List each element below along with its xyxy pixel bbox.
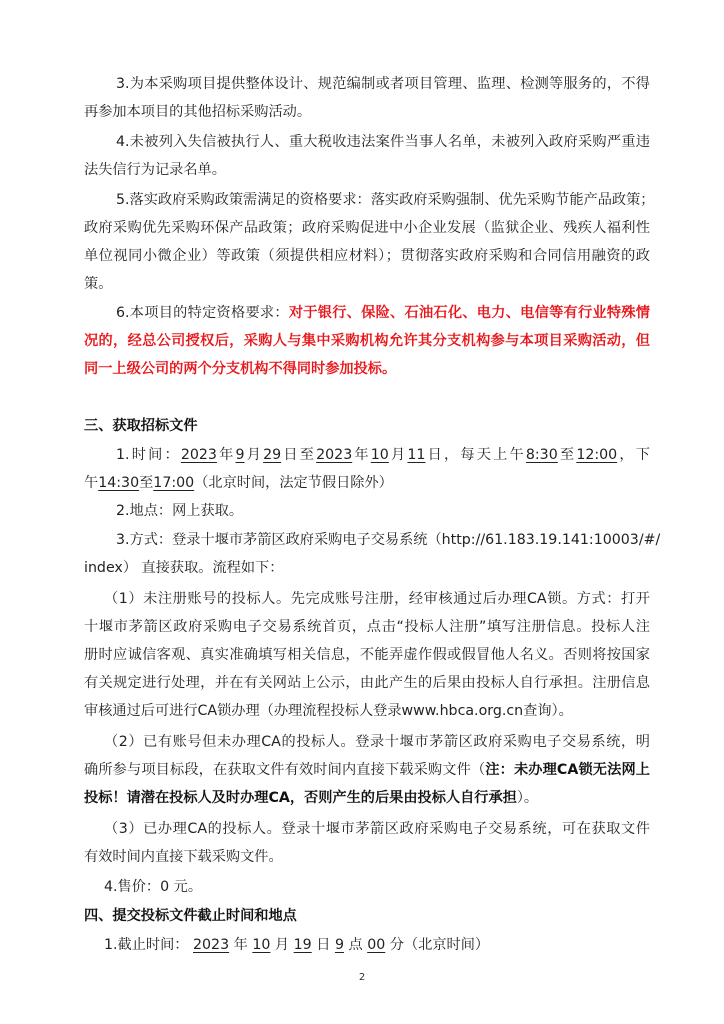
para-5-line1: 5.落实政府采购政策需满足的资格要求：落实政府采购强制、优先采购节能产品政策； xyxy=(116,192,655,208)
section-3-heading: 三、获取招标文件 xyxy=(84,418,198,434)
pm-end: 17:00 xyxy=(153,475,195,491)
month-end: 10 xyxy=(370,447,389,463)
month-start: 9 xyxy=(235,447,245,463)
step-1-line3: 册时应诚信客观、真实准确填写相关信息，不能弄虚作假或假冒他人名义。否则将按国家 xyxy=(84,647,650,663)
step-2-line1: （2）已有账号但未办理CA的投标人。登录十堰市茅箭区政府采购电子交易系统，明 xyxy=(104,734,650,750)
para-4-line1: 4.未被列入失信被执行人、重大税收违法案件当事人名单，未被列入政府采购严重违 xyxy=(116,134,650,150)
acquire-time-line2: 午14:30至17:00（北京时间，法定节假日除外） xyxy=(84,475,393,491)
year-end: 2023 xyxy=(316,447,353,463)
acquire-time-line1: 1.时间：2023年9月29日至2023年10月11日，每天上午8:30至12:00，下 xyxy=(116,447,650,463)
step-1-line4: 有关规定进行处理，并在有关网站上公示，由此产生的后果由投标人自行承担。注册信息 xyxy=(84,675,650,691)
acquire-price: 4.售价：0 元。 xyxy=(104,879,203,895)
para-6-line3: 同一上级公司的两个分支机构不得同时参加投标。 xyxy=(84,361,397,377)
year-start: 2023 xyxy=(180,447,217,463)
step-3-line2: 有效时间内直接下载采购文件。 xyxy=(84,849,283,865)
acquire-place: 2.地点：网上获取。 xyxy=(116,503,244,519)
acquire-method-line1: 3.方式：登录十堰市茅箭区政府采购电子交易系统（http://61.183.19.141:10003/#/ xyxy=(116,532,661,548)
para-6-line2: 况的，经总公司授权后，采购人与集中采购机构允许其分支机构参与本项目采购活动，但 xyxy=(84,333,650,349)
step-3-line1: （3）已办理CA的投标人。登录十堰市茅箭区政府采购电子交易系统，可在获取文件 xyxy=(104,821,650,837)
deadline-year: 2023 xyxy=(193,937,230,953)
ca-warning-part1: 注：未办理CA锁无法网上 xyxy=(485,762,650,778)
deadline-month: 10 xyxy=(252,937,271,953)
deadline-line: 1.截止时间： 2023 年 10 月 19 日 9 点 00 分（北京时间） xyxy=(104,937,490,953)
para-4-line2: 法失信行为记录名单。 xyxy=(84,162,226,178)
para-5-line3: 单位视同小微企业）等政策（须提供相应材料）；贯彻落实政府采购和合同信用融资的政 xyxy=(84,248,650,264)
am-end: 12:00 xyxy=(576,447,618,463)
step-2-line3: 投标！请潜在投标人及时办理CA，否则产生的后果由投标人自行承担）。 xyxy=(84,790,539,806)
deadline-hour: 9 xyxy=(334,937,344,953)
step-2-line2: 确所参与项目标段，在获取文件有效时间内直接下载采购文件（注：未办理CA锁无法网上 xyxy=(84,762,650,778)
step-1-line1: （1）未注册账号的投标人。先完成账号注册，经审核通过后办理CA锁。方式：打开 xyxy=(104,591,650,607)
para-5-line4: 策。 xyxy=(84,276,113,292)
pm-start: 14:30 xyxy=(98,475,140,491)
para-6-red-1: 对于银行、保险、石油石化、电力、电信等有行业特殊情 xyxy=(288,305,650,321)
page-number: 2 xyxy=(358,972,366,983)
acquire-method-line2: index） 直接获取。流程如下： xyxy=(84,560,284,576)
day-start: 29 xyxy=(263,447,282,463)
para-6-line1 xyxy=(116,299,650,327)
section-4-heading: 四、提交投标文件截止时间和地点 xyxy=(84,908,297,924)
para-5-line2: 政府采购优先采购环保产品政策；政府采购促进中小企业发展（监狱企业、残疾人福利性 xyxy=(84,220,650,236)
step-1-line5: 审核通过后可进行CA锁办理（办理流程投标人登录www.hbca.org.cn查询）。 xyxy=(84,703,573,719)
am-start: 8:30 xyxy=(525,447,558,463)
day-end: 11 xyxy=(407,447,426,463)
para-3-line2: 再参加本项目的其他招标采购活动。 xyxy=(84,104,312,120)
para-3-line1: 3.为本采购项目提供整体设计、规范编制或者项目管理、监理、检测等服务的，不得 xyxy=(116,76,650,92)
para-6-prefix: 6.本项目的特定资格要求： xyxy=(116,305,289,321)
deadline-day: 19 xyxy=(293,937,312,953)
step-1-line2: 十堰市茅箭区政府采购电子交易系统首页，点击“投标人注册”填写注册信息。投标人注 xyxy=(84,619,650,635)
ca-warning-part2: 投标！请潜在投标人及时办理CA，否则产生的后果由投标人自行承担 xyxy=(84,790,517,806)
deadline-minute: 00 xyxy=(367,937,386,953)
